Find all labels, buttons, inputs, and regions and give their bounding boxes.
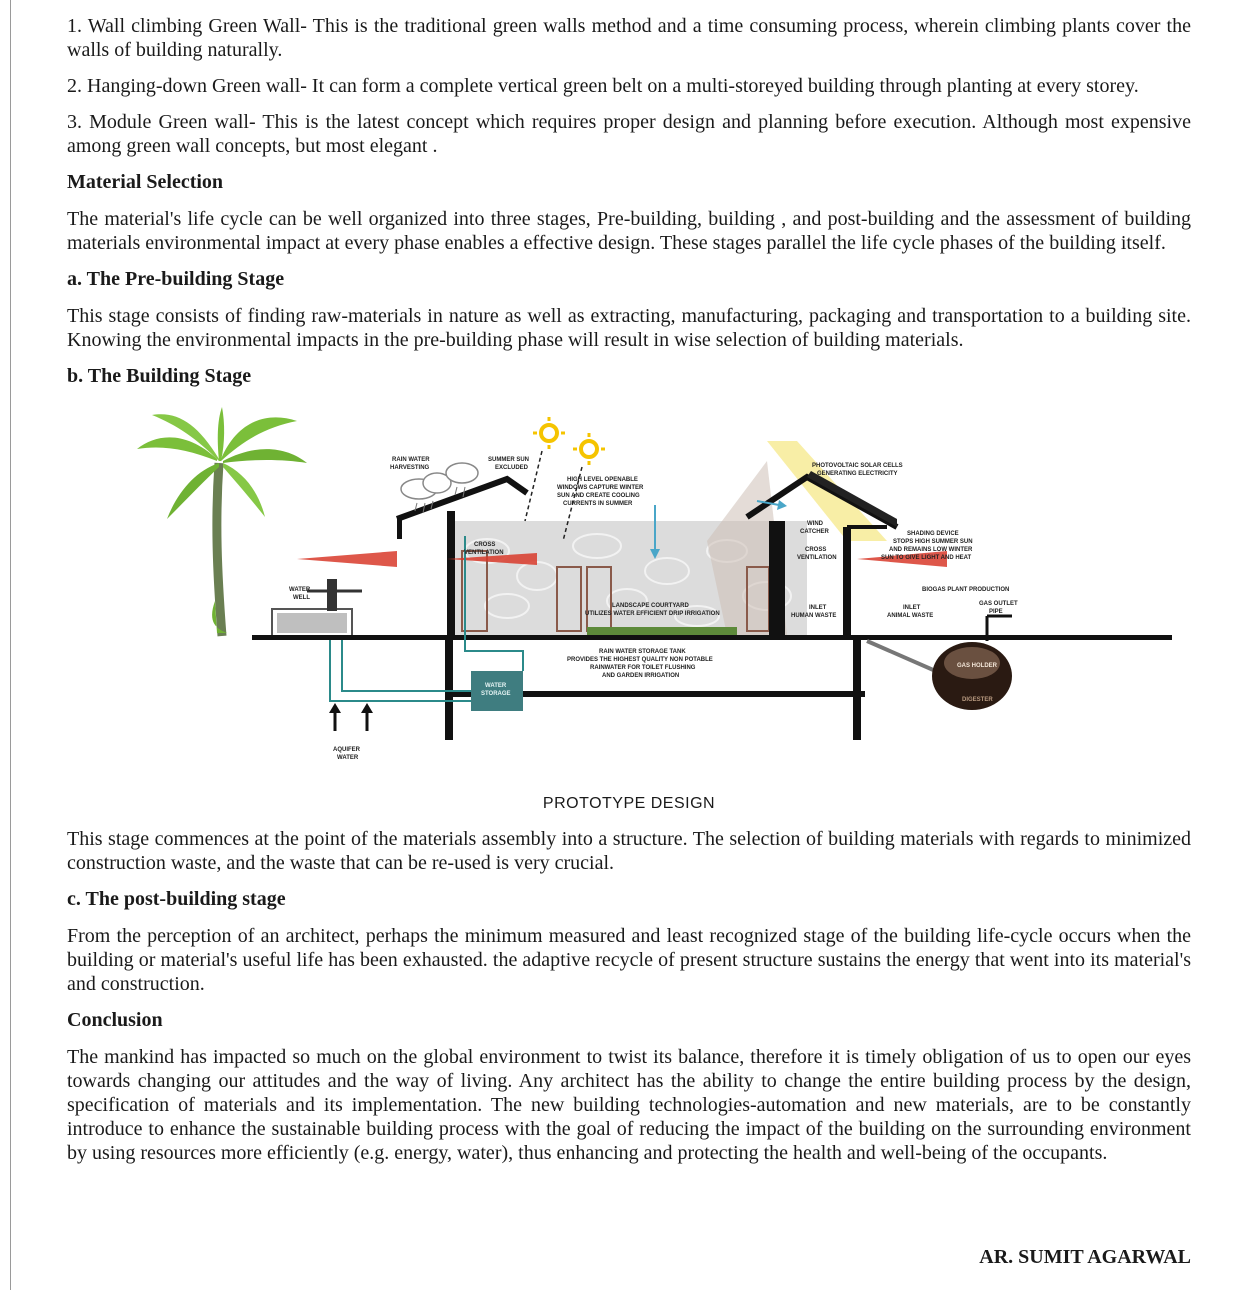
paragraph-pre-building: This stage consists of finding raw-materials in nature as well as extracting, manufacturing, packaging and transportation to a building site. Knowing the environmental impacts in the pre-building phase will result in wise selection of building materials.: [67, 305, 1191, 351]
figure-caption: PROTOTYPE DESIGN: [542, 795, 716, 812]
paragraph-post-building: From the perception of an architect, perhaps the minimum measured and least recognized stage of the building life-cycle occurs when the building or material's useful life has been exhausted. the adaptive recycle of present structure sustains the energy that went into its material's and construction.: [67, 925, 1191, 995]
label-gas-holder: GAS HOLDER: [957, 663, 998, 669]
water-well: [272, 579, 362, 637]
label-landscape-courtyard: LANDSCAPE COURTYARD UTILIZES WATER EFFICIENT DRIP IRRIGATION: [585, 603, 720, 617]
label-cross-ventilation-right: CROSS VENTILATION: [797, 547, 837, 561]
label-digester: DIGESTER: [962, 697, 993, 703]
prototype-section-drawing: [67, 401, 1191, 821]
aquifer-arrow-icon: [329, 703, 373, 731]
ground-line: [252, 635, 1172, 640]
paragraph-building-stage: This stage commences at the point of the materials assembly into a structure. The selection of building materials with regards to minimized construction waste, and the waste that can be re-used is very crucial.: [67, 828, 1191, 874]
label-inlet-animal-waste: INLET ANIMAL WASTE: [887, 605, 934, 619]
label-biogas-plant: BIOGAS PLANT PRODUCTION: [922, 587, 1010, 593]
paragraph-hanging-down: 2. Hanging-down Green wall- It can form a complete vertical green belt on a multi-storeyed building through planting at every storey.: [67, 75, 1139, 97]
label-rain-water-harvesting: RAIN WATER HARVESTING: [390, 457, 430, 471]
label-summer-sun: SUMMER SUN EXCLUDED: [488, 457, 530, 471]
author-signature: AR. SUMIT AGARWAL: [979, 1246, 1191, 1268]
label-cross-ventilation-left: CROSS VENTILATION: [464, 542, 504, 556]
label-water-storage: WATER STORAGE: [481, 683, 511, 697]
article: [67, 14, 1191, 1165]
palm-tree: [137, 407, 307, 636]
paragraph-conclusion: The mankind has impacted so much on the global environment to twist its balance, therefore it is timely obligation of us to open our eyes towards changing our attitudes and the way of living. Any architect has the ability to change the entire building process by the design, specification of materials and its implementation. The new building technologies-automation and new materials, are to be constantly introduce to enhance the sustainable building process with the goal of reducing the impact of the building on the surrounding environment by using resources more efficiently (e.g. energy, water), thus enhancing and protecting the health and well-being of the occupants.: [67, 1046, 1191, 1164]
label-gas-outlet: GAS OUTLET PIPE: [979, 601, 1018, 615]
label-water-well: WATER WELL: [289, 587, 311, 601]
landscape-courtyard: [587, 627, 737, 635]
label-high-level-windows: HIGH LEVEL OPENABLE WINDOWS CAPTURE WINTER SUN AND CREATE COOLING CURRENTS IN SUMMER: [557, 477, 644, 507]
label-rainwater-tank: RAIN WATER STORAGE TANK PROVIDES THE HIGHEST QUALITY NON POTABLE RAINWATER FOR TOILET FLUSHING AND GARDEN IRRIGATION: [567, 649, 713, 679]
heading-pre-building: a. The Pre-building Stage: [67, 268, 285, 290]
paragraph-material-selection: The material's life cycle can be well organized into three stages, Pre-building, building , and post-building and the assessment of building materials environmental impact at every phase enables a effective design. These stages parallel the life cycle phases of the building itself.: [67, 208, 1191, 254]
page-left-border: [10, 0, 11, 1290]
prototype-design-figure: [67, 401, 1191, 821]
cross-ventilation-arrow-left: [297, 551, 397, 567]
heading-post-building: c. The post-building stage: [67, 888, 286, 910]
paragraph-wall-climbing: 1. Wall climbing Green Wall- This is the traditional green walls method and a time consuming process, wherein climbing plants cover the walls of building naturally.: [67, 15, 1191, 61]
label-aquifer-water: AQUIFER WATER: [333, 747, 360, 761]
heading-conclusion: Conclusion: [67, 1009, 163, 1031]
label-shading-device: SHADING DEVICE STOPS HIGH SUMMER SUN AND REMAINS LOW WINTER SUN TO GIVE LIGHT AND HEAT: [881, 531, 973, 561]
label-wind-catcher: WIND CATCHER: [800, 521, 829, 535]
paragraph-module-wall: 3. Module Green wall- This is the latest concept which requires proper design and planning before execution. Although most expensive among green wall concepts, but most elegant .: [67, 111, 1191, 157]
label-photovoltaic: PHOTOVOLTAIC SOLAR CELLS GENERATING ELECTRICITY: [812, 463, 903, 477]
heading-material-selection: Material Selection: [67, 171, 224, 193]
label-inlet-human-waste: INLET HUMAN WASTE: [791, 605, 837, 619]
heading-building-stage: b. The Building Stage: [67, 365, 252, 387]
